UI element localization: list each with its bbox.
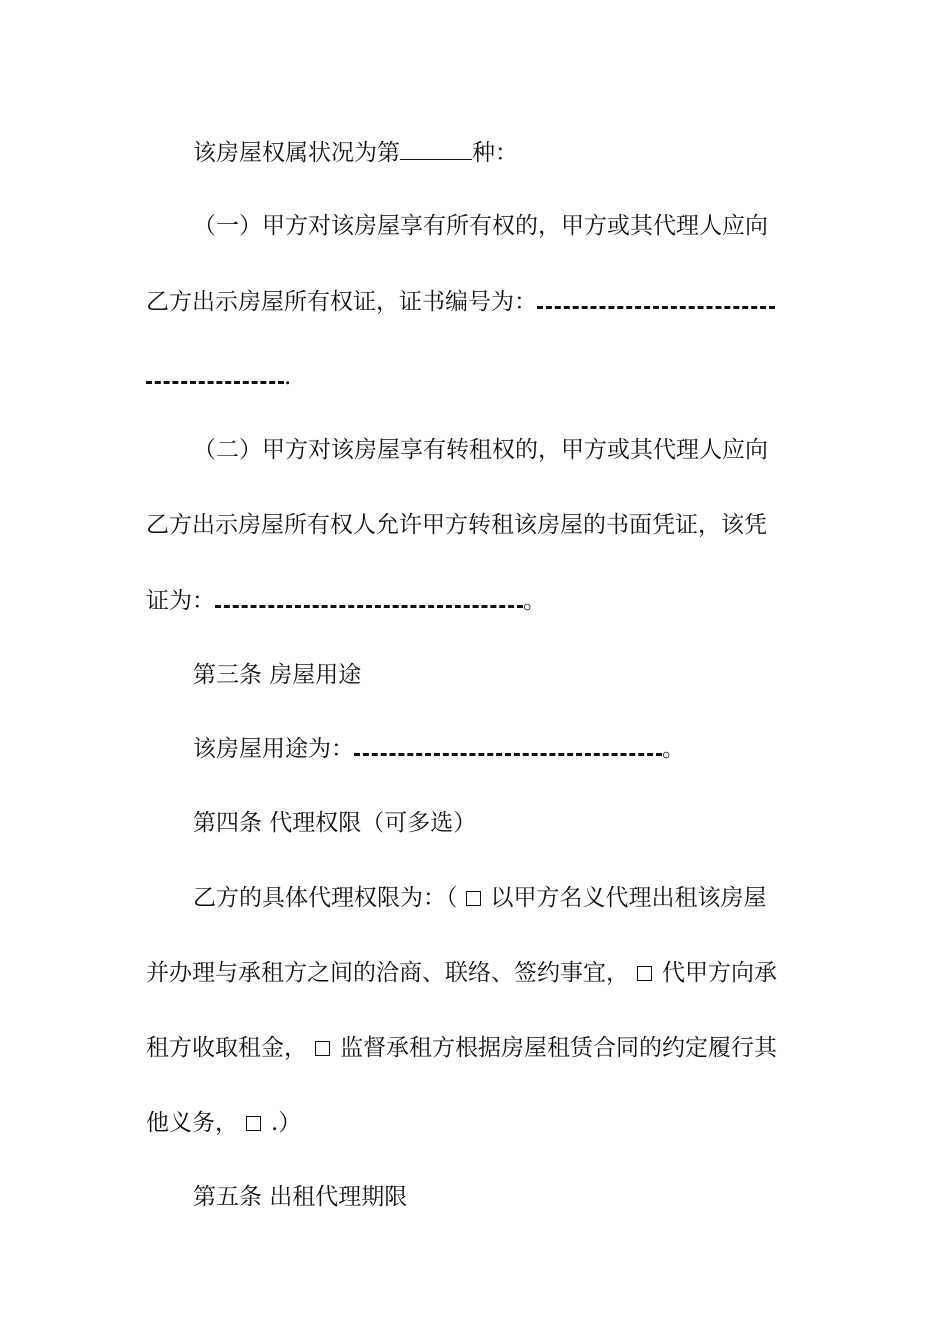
- sublease-line: [146, 510, 767, 540]
- clause-1-line: [193, 211, 768, 241]
- text: 第三条 房屋用途: [193, 662, 362, 688]
- certificate-number-blank-cont[interactable]: [146, 365, 284, 384]
- text: 以甲方名义代理出租该房屋: [490, 885, 767, 911]
- clause-2-line: [193, 435, 768, 465]
- text: 监督承租方根据房屋租赁合同的约定履行其: [340, 1035, 777, 1061]
- text: 该房屋用途为：: [193, 736, 354, 762]
- ownership-status-line: [193, 138, 518, 168]
- text: 乙方出示房屋所有权证，证书编号为：: [146, 289, 537, 315]
- text: 乙方的具体代理权限为：（: [193, 885, 458, 911]
- text: .）: [271, 1110, 302, 1136]
- text: 第五条 出租代理期限: [193, 1184, 408, 1210]
- text: 证为：: [146, 588, 215, 614]
- authority-line-3: [146, 1033, 777, 1063]
- article-5-heading: [193, 1182, 407, 1212]
- authority-line-1: [193, 883, 767, 913]
- text: 该房屋权属状况为第: [193, 140, 400, 166]
- text: 并办理与承租方之间的洽商、联络、签约事宜，: [146, 960, 629, 986]
- certificate-number-line: [146, 287, 775, 317]
- checkbox-supervise[interactable]: [315, 1041, 330, 1056]
- text: 。: [523, 588, 546, 614]
- certificate-number-cont-line: [146, 362, 291, 392]
- text: 种：: [472, 140, 518, 166]
- voucher-blank[interactable]: [215, 589, 523, 608]
- text: 。: [662, 736, 685, 762]
- authority-line-2: [146, 958, 777, 988]
- house-usage-line: [193, 734, 685, 764]
- authority-line-4: [146, 1108, 301, 1138]
- checkbox-other[interactable]: [246, 1116, 261, 1131]
- text: 乙方出示房屋所有权人允许甲方转租该房屋的书面凭证，该凭: [146, 512, 767, 538]
- ownership-type-blank[interactable]: [400, 139, 472, 160]
- checkbox-rent-out[interactable]: [466, 891, 481, 906]
- house-usage-blank[interactable]: [354, 737, 662, 756]
- text: （二）甲方对该房屋享有转租权的，甲方或其代理人应向: [193, 437, 768, 463]
- text: （一）甲方对该房屋享有所有权的，甲方或其代理人应向: [193, 213, 768, 239]
- checkbox-collect-rent[interactable]: [637, 966, 652, 981]
- text: 他义务，: [146, 1110, 238, 1136]
- text: 租方收取租金，: [146, 1035, 307, 1061]
- voucher-line: [146, 586, 546, 616]
- text: .: [284, 364, 292, 390]
- certificate-number-blank[interactable]: [537, 290, 775, 309]
- article-4-heading: [193, 808, 476, 838]
- text: 代甲方向承: [662, 960, 777, 986]
- text: 第四条 代理权限（可多选）: [193, 810, 477, 836]
- article-3-heading: [193, 660, 361, 690]
